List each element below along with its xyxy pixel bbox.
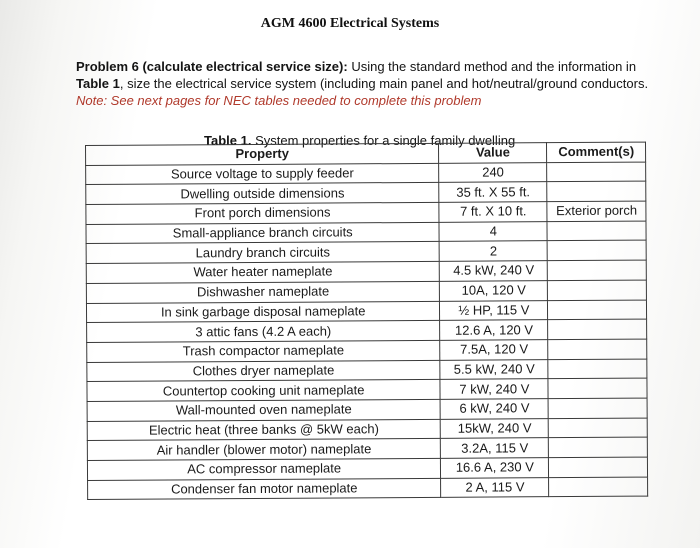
cell-comment bbox=[547, 221, 646, 241]
cell-comment bbox=[547, 162, 646, 182]
problem-statement bbox=[76, 58, 651, 109]
problem-table-ref: Table 1 bbox=[76, 76, 120, 91]
cell-comment bbox=[548, 378, 647, 398]
cell-value: ½ HP, 115 V bbox=[440, 300, 548, 320]
cell-property: 3 attic fans (4.2 A each) bbox=[87, 321, 440, 343]
table-caption-text: System properties for a single family dwelling bbox=[251, 133, 516, 148]
cell-value: 7 kW, 240 V bbox=[440, 379, 548, 399]
cell-value: 10A, 120 V bbox=[440, 280, 548, 300]
cell-property: Small-appliance branch circuits bbox=[86, 222, 439, 244]
problem-note: Note: See next pages for NEC tables needed to complete this problem bbox=[76, 93, 482, 108]
cell-property: Dishwasher nameplate bbox=[86, 281, 439, 303]
cell-value: 6 kW, 240 V bbox=[440, 399, 548, 419]
header-value: Value bbox=[439, 143, 547, 163]
document-title: AGM 4600 Electrical Systems bbox=[260, 16, 440, 31]
cell-value: 4 bbox=[439, 221, 547, 241]
table-row bbox=[88, 477, 648, 500]
cell-value: 7 ft. X 10 ft. bbox=[439, 202, 547, 222]
cell-property: Air handler (blower motor) nameplate bbox=[87, 439, 440, 461]
cell-comment bbox=[549, 437, 648, 457]
cell-comment bbox=[549, 457, 648, 477]
cell-value: 3.2A, 115 V bbox=[441, 438, 549, 458]
cell-property: In sink garbage disposal nameplate bbox=[86, 301, 439, 323]
problem-text-part2: , size the electrical service system (including main panel and hot/neutral/ground conductors. bbox=[119, 76, 649, 91]
cell-value: 2 bbox=[439, 241, 547, 261]
cell-comment bbox=[548, 319, 647, 339]
cell-property: AC compressor nameplate bbox=[87, 458, 440, 480]
cell-comment bbox=[548, 300, 647, 320]
cell-comment bbox=[548, 339, 647, 359]
cell-property: Front porch dimensions bbox=[86, 202, 439, 224]
cell-value: 16.6 A, 230 V bbox=[441, 458, 549, 478]
cell-value: 12.6 A, 120 V bbox=[440, 320, 548, 340]
cell-property: Laundry branch circuits bbox=[86, 242, 439, 264]
cell-property: Electric heat (three banks @ 5kW each) bbox=[87, 419, 440, 441]
cell-comment bbox=[548, 241, 647, 261]
table-caption-label: Table 1. bbox=[204, 133, 252, 148]
cell-property: Wall-mounted oven nameplate bbox=[87, 399, 440, 421]
cell-property: Trash compactor nameplate bbox=[87, 340, 440, 362]
system-properties-table bbox=[85, 142, 648, 501]
cell-comment bbox=[549, 418, 648, 438]
cell-comment bbox=[547, 181, 646, 201]
cell-value: 4.5 kW, 240 V bbox=[440, 261, 548, 281]
problem-label: Problem 6 (calculate electrical service size): bbox=[76, 59, 348, 74]
cell-value: 35 ft. X 55 ft. bbox=[439, 182, 547, 202]
cell-comment bbox=[548, 260, 647, 280]
cell-comment: Exterior porch bbox=[547, 201, 646, 221]
cell-property: Dwelling outside dimensions bbox=[86, 183, 439, 205]
cell-value: 2 A, 115 V bbox=[441, 477, 549, 497]
cell-value: 5.5 kW, 240 V bbox=[440, 359, 548, 379]
cell-property: Countertop cooking unit nameplate bbox=[87, 380, 440, 402]
cell-property: Clothes dryer nameplate bbox=[87, 360, 440, 382]
cell-comment bbox=[548, 280, 647, 300]
cell-property: Condenser fan motor nameplate bbox=[88, 478, 441, 500]
cell-value: 240 bbox=[439, 162, 547, 182]
cell-property: Water heater nameplate bbox=[86, 261, 439, 283]
cell-property: Source voltage to supply feeder bbox=[86, 163, 439, 185]
cell-comment bbox=[548, 359, 647, 379]
cell-value: 15kW, 240 V bbox=[441, 418, 549, 438]
problem-text-part1: Using the standard method and the information in bbox=[347, 59, 637, 74]
cell-comment bbox=[549, 477, 648, 497]
cell-comment bbox=[548, 398, 647, 418]
header-property: Property bbox=[86, 143, 439, 165]
header-comment: Comment(s) bbox=[547, 142, 646, 162]
cell-value: 7.5A, 120 V bbox=[440, 340, 548, 360]
